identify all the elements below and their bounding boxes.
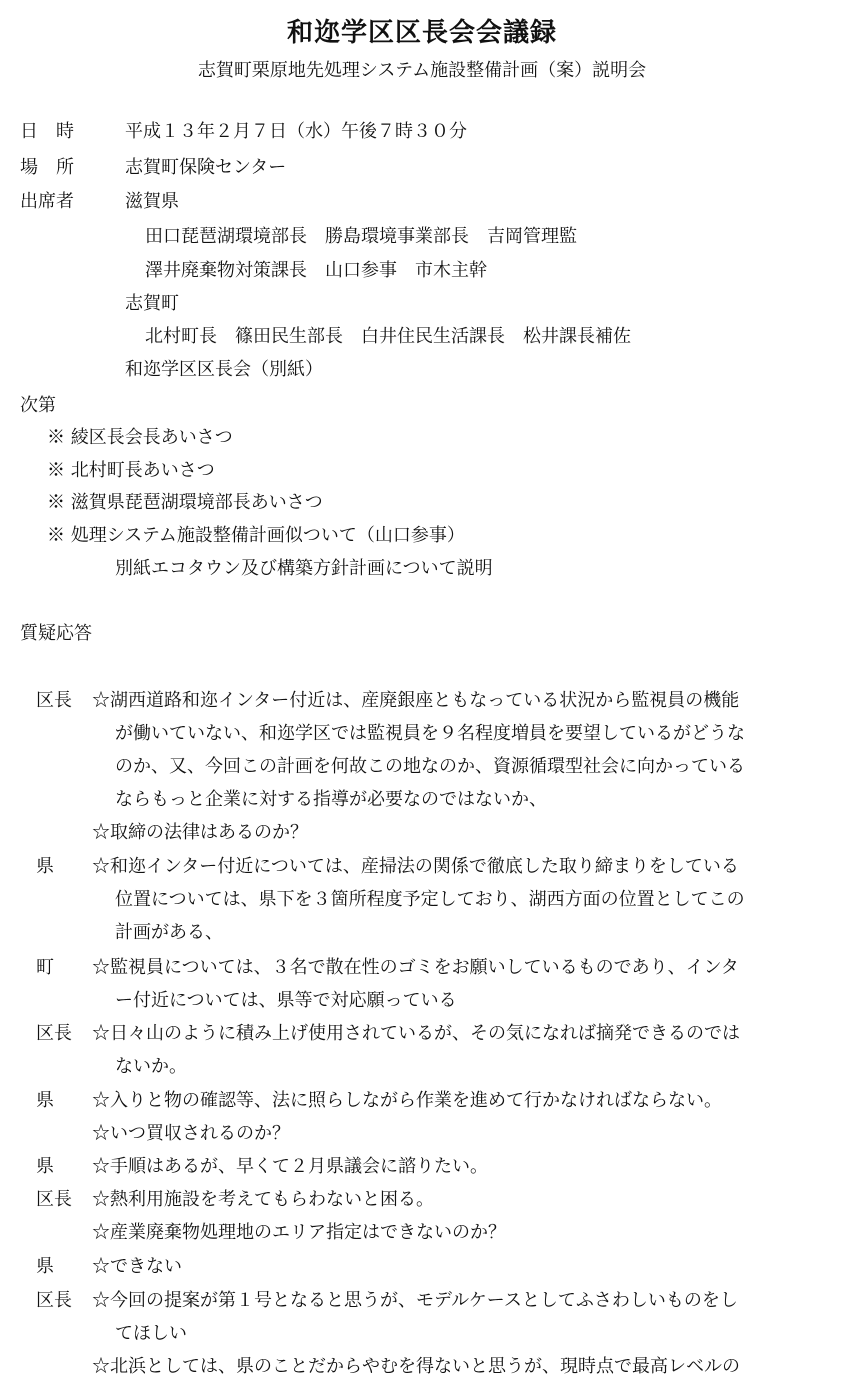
- qa-line: ならもっと企業に対する指導が必要なのではないか、: [115, 789, 547, 810]
- qa-line: が働いていない、和迩学区では監視員を９名程度増員を要望しているがどうな: [115, 723, 745, 744]
- qa-line: 計画がある、: [115, 922, 223, 943]
- qa-heading: 質疑応答: [20, 623, 92, 644]
- qa-line: ☆できない: [92, 1256, 182, 1277]
- qa-line: ☆いつ買収されるのか？: [92, 1123, 290, 1144]
- qa-line: ☆手順はあるが、早くて２月県議会に諮りたい。: [92, 1156, 488, 1177]
- town-heading: 志賀町: [125, 293, 179, 314]
- place-value: 志賀町保険センター: [125, 157, 287, 178]
- attendees-label: 出席者: [20, 191, 74, 212]
- qa-line: ☆北浜としては、県のことだからやむを得ないと思うが、現時点で最高レベルの: [92, 1356, 740, 1377]
- qa-speaker: 県: [36, 1090, 54, 1111]
- qa-speaker: 県: [36, 1156, 54, 1177]
- pref-heading: 滋賀県: [125, 191, 179, 212]
- qa-line: ☆和迩インター付近については、産掃法の関係で徹底した取り締まりをしている: [92, 856, 739, 877]
- qa-line: ☆産業廃棄物処理地のエリア指定はできないのか？: [92, 1222, 506, 1243]
- qa-line: ☆入りと物の確認等、法に照らしながら作業を進めて行かなければならない。: [92, 1090, 722, 1111]
- qa-line: ー付近については、県等で対応願っている: [115, 990, 457, 1011]
- agenda-heading: 次第: [20, 395, 56, 416]
- qa-line: てほしい: [115, 1323, 187, 1344]
- qa-speaker: 区長: [36, 1189, 72, 1210]
- qa-line: ☆監視員については、３名で散在性のゴミをお願いしているものであり、インタ: [92, 957, 739, 978]
- qa-line: ☆湖西道路和迩インター付近は、産廃銀座ともなっている状況から監視員の機能: [92, 690, 740, 711]
- document-title: 和迩学区区長会会議録: [286, 18, 557, 48]
- datetime-label: 日 時: [20, 121, 74, 142]
- agenda-item: ※ 北村町長あいさつ: [47, 460, 215, 481]
- qa-speaker: 県: [36, 1256, 54, 1277]
- document-subtitle: 志賀町栗原地先処理システム施設整備計画（案）説明会: [197, 60, 647, 81]
- qa-line: 位置については、県下を３箇所程度予定しており、湖西方面の位置としてこの: [115, 889, 745, 910]
- qa-line: ☆日々山のように積み上げ使用されているが、その気になれば摘発できるのでは: [92, 1023, 740, 1044]
- qa-speaker: 区長: [36, 1023, 72, 1044]
- agenda-item: ※ 処理システム施設整備計画似ついて（山口参事）: [47, 525, 465, 546]
- qa-speaker: 町: [36, 957, 54, 978]
- place-label: 場 所: [20, 157, 74, 178]
- datetime-value: 平成１３年２月７日（水）午後７時３０分: [125, 121, 467, 142]
- qa-line: のか、又、今回この計画を何故この地なのか、資源循環型社会に向かっている: [115, 756, 745, 777]
- qa-line: ないか。: [115, 1056, 187, 1077]
- agenda-item: ※ 綾区長会長あいさつ: [47, 427, 233, 448]
- pref-attendees-line: 澤井廃棄物対策課長 山口参事 市木主幹: [145, 260, 487, 281]
- qa-line: ☆取締の法律はあるのか？: [92, 822, 308, 843]
- district-attendees: 和迩学区区長会（別紙）: [125, 359, 323, 380]
- pref-attendees-line: 田口琵琶湖環境部長 勝島環境事業部長 吉岡管理監: [145, 226, 577, 247]
- town-attendees-line: 北村町長 篠田民生部長 白井住民生活課長 松井課長補佐: [145, 326, 631, 347]
- agenda-note: 別紙エコタウン及び構築方針計画について説明: [115, 558, 493, 579]
- qa-speaker: 区長: [36, 690, 72, 711]
- qa-line: ☆今回の提案が第１号となると思うが、モデルケースとしてふさわしいものをし: [92, 1290, 738, 1311]
- qa-speaker: 区長: [36, 1290, 72, 1311]
- qa-speaker: 県: [36, 856, 54, 877]
- qa-line: ☆熱利用施設を考えてもらわないと困る。: [92, 1189, 434, 1210]
- agenda-item: ※ 滋賀県琵琶湖環境部長あいさつ: [47, 492, 323, 513]
